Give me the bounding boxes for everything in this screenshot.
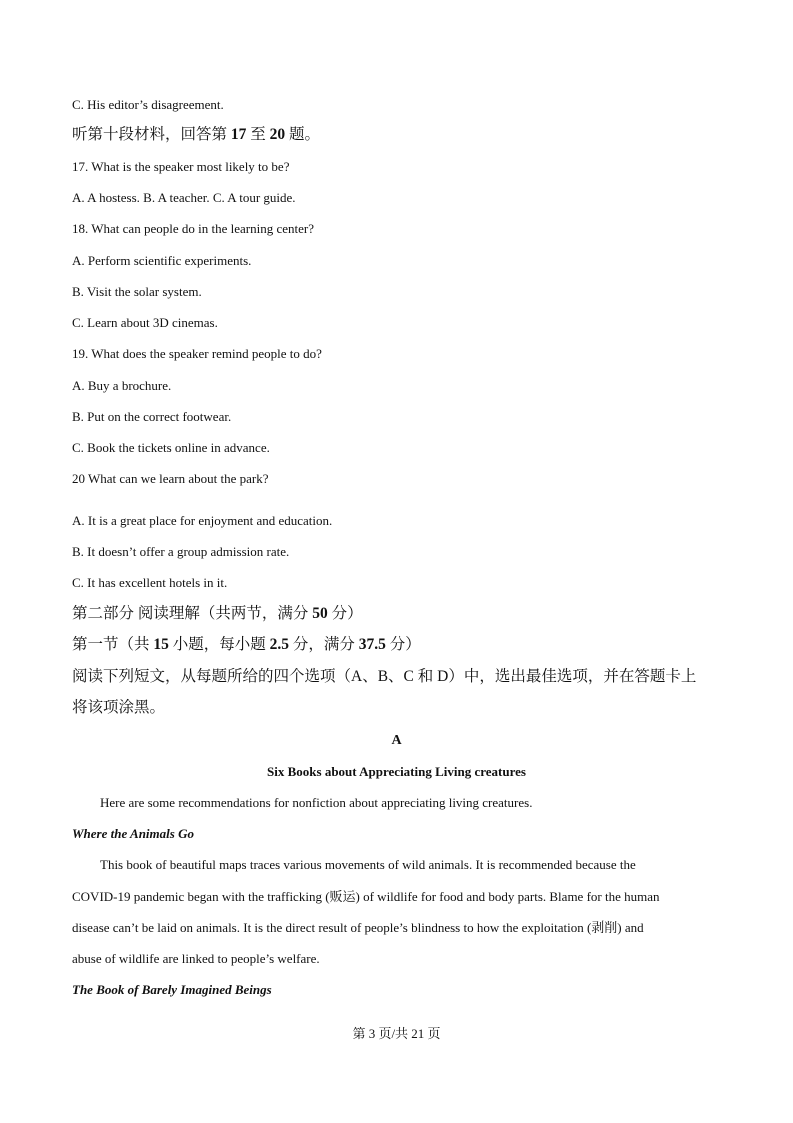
book-1-line-4: abuse of wildlife are linked to people’s welfare. (72, 951, 320, 966)
section10-mid: 至 (250, 126, 266, 143)
question-20-option-a: A. It is a great place for enjoyment and education. (72, 513, 333, 528)
question-18-option-b: B. Visit the solar system. (72, 284, 202, 299)
section1-heading (72, 635, 421, 655)
section1-text-a: 第一节（共 (72, 636, 150, 653)
section1-text-c: 分，满分 (292, 636, 355, 653)
question-17-options: A. A hostess. B. A teacher. C. A tour guide. (72, 190, 296, 205)
section10-suffix: 题。 (289, 126, 321, 143)
instructions-line-2: 将该项涂黑。 (72, 699, 166, 716)
book-2-title: The Book of Barely Imagined Beings (72, 982, 272, 997)
section1-each: 2.5 (269, 636, 290, 653)
section10-prefix: 听第十段材料，回答第 (72, 126, 228, 143)
section10-to: 20 (269, 126, 286, 143)
section1-text-b: 小题，每小题 (172, 636, 266, 653)
passage-title: Six Books about Appreciating Living creatures (267, 764, 526, 779)
part2-prefix: 第二部分 阅读理解（共两节，满分 (72, 605, 309, 622)
question-17: 17. What is the speaker most likely to be? (72, 159, 290, 174)
passage-letter: A (391, 733, 402, 748)
part2-score: 50 (312, 605, 328, 622)
question-20: 20 What can we learn about the park? (72, 471, 269, 486)
part2-heading (72, 604, 363, 624)
question-18: 18. What can people do in the learning center? (72, 221, 314, 236)
question-19-option-c: C. Book the tickets online in advance. (72, 440, 270, 455)
section1-text-d: 分） (389, 636, 421, 653)
question-19: 19. What does the speaker remind people to do? (72, 346, 322, 361)
part2-suffix: 分） (331, 605, 363, 622)
page-number: 第 3 页/共 21 页 (352, 1026, 441, 1041)
section1-count: 15 (153, 636, 169, 653)
question-19-option-b: B. Put on the correct footwear. (72, 409, 232, 424)
book-1-title: Where the Animals Go (72, 826, 194, 841)
book-1-line-3: disease can’t be laid on animals. It is the direct result of people’s blindness to how the exploitation (剥削) and (72, 920, 644, 935)
q16-option-c: C. His editor’s disagreement. (72, 97, 224, 112)
section10-from: 17 (230, 126, 247, 143)
question-18-option-c: C. Learn about 3D cinemas. (72, 315, 218, 330)
question-19-option-a: A. Buy a brochure. (72, 378, 172, 393)
section10-heading (72, 125, 320, 145)
question-20-option-c: C. It has excellent hotels in it. (72, 575, 228, 590)
question-18-option-a: A. Perform scientific experiments. (72, 253, 252, 268)
section1-total: 37.5 (358, 636, 386, 653)
book-1-line-2: COVID-19 pandemic began with the trafficking (贩运) of wildlife for food and body parts. Blame for the human (72, 889, 660, 904)
instructions-line-1: 阅读下列短文，从每题所给的四个选项（A、B、C 和 D）中，选出最佳选项，并在答题卡上 (72, 668, 697, 685)
passage-intro: Here are some recommendations for nonfiction about appreciating living creatures. (100, 795, 533, 810)
book-1-line-1: This book of beautiful maps traces various movements of wild animals. It is recommended because the (100, 857, 636, 872)
question-20-option-b: B. It doesn’t offer a group admission rate. (72, 544, 290, 559)
